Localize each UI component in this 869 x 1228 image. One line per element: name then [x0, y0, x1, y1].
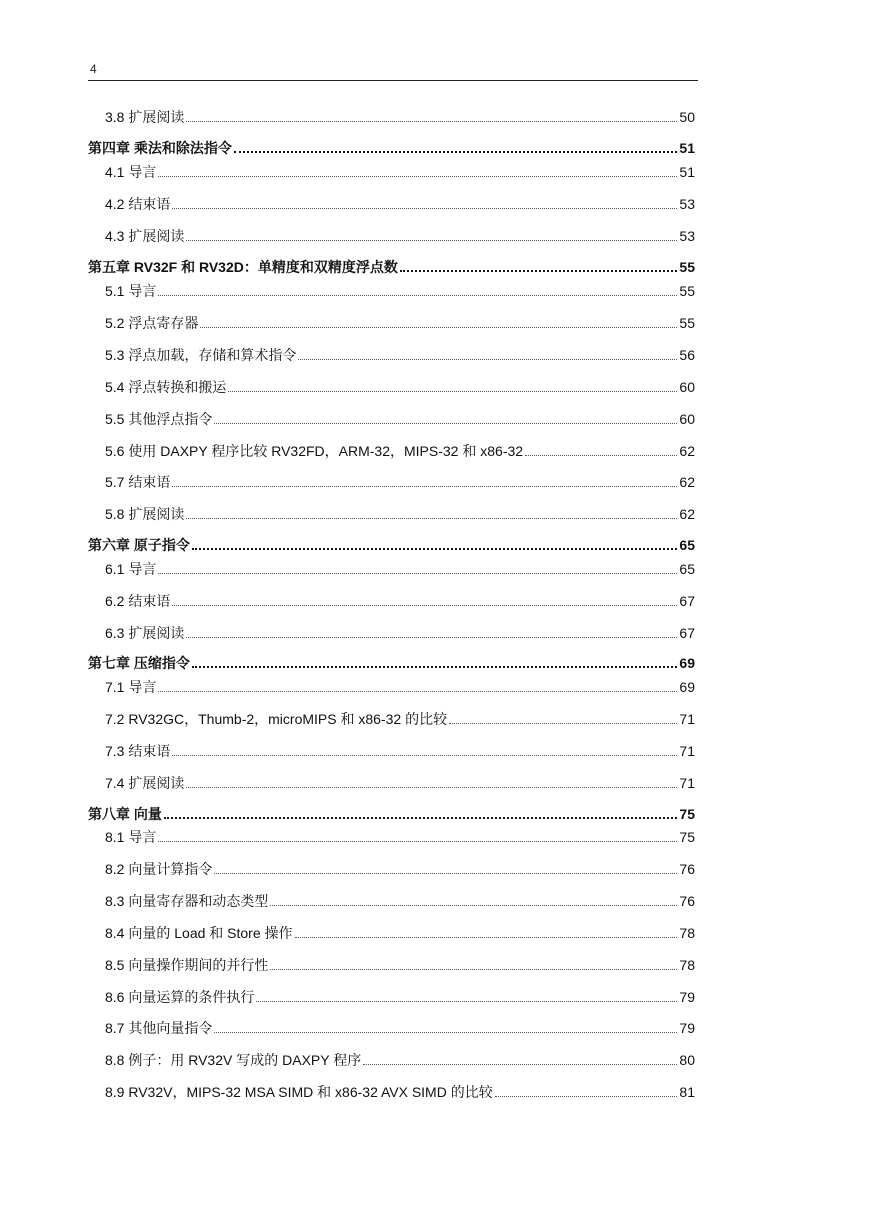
- toc-entry-page: 60: [679, 411, 695, 427]
- toc-section-entry[interactable]: [105, 676, 695, 696]
- toc-entry-title: 5.7 结束语: [105, 474, 171, 490]
- toc-entry-page: 79: [679, 1020, 695, 1036]
- toc-entry-page: 69: [679, 655, 695, 671]
- toc-entry-title: 第八章 向量: [88, 806, 162, 822]
- toc-dot-leader: [400, 270, 678, 272]
- toc-dot-leader: [192, 666, 678, 668]
- toc-section-entry[interactable]: [105, 858, 695, 878]
- toc-chapter-entry[interactable]: [88, 256, 695, 276]
- toc-dot-leader: [186, 240, 677, 241]
- toc-entry-title: 第四章 乘法和除法指令: [88, 140, 232, 156]
- toc-dot-leader: [525, 455, 677, 456]
- toc-entry-title: 5.4 浮点转换和搬运: [105, 379, 227, 395]
- toc-entry-page: 50: [679, 109, 695, 125]
- toc-entry-page: 55: [679, 259, 695, 275]
- toc-entry-page: 75: [679, 806, 695, 822]
- toc-section-entry[interactable]: [105, 344, 695, 364]
- toc-entry-page: 80: [679, 1052, 695, 1068]
- toc-entry-page: 76: [679, 861, 695, 877]
- toc-entry-title: 4.3 扩展阅读: [105, 228, 185, 244]
- toc-entry-page: 53: [679, 228, 695, 244]
- toc-entry-title: 6.3 扩展阅读: [105, 625, 185, 641]
- toc-entry-page: 78: [679, 957, 695, 973]
- toc-entry-page: 65: [679, 561, 695, 577]
- toc-dot-leader: [186, 637, 677, 638]
- toc-dot-leader: [164, 817, 678, 819]
- toc-dot-leader: [158, 691, 677, 692]
- toc-dot-leader: [449, 723, 677, 724]
- toc-entry-title: 5.5 其他浮点指令: [105, 411, 213, 427]
- toc-dot-leader: [158, 573, 677, 574]
- toc-entry-title: 8.4 向量的 Load 和 Store 操作: [105, 925, 293, 941]
- toc-entry-title: 8.5 向量操作期间的并行性: [105, 957, 269, 973]
- toc-section-entry[interactable]: [105, 772, 695, 792]
- toc-section-entry[interactable]: [105, 408, 695, 428]
- toc-entry-title: 3.8 扩展阅读: [105, 109, 185, 125]
- toc-section-entry[interactable]: [105, 740, 695, 760]
- toc-section-entry[interactable]: [105, 622, 695, 642]
- toc-section-entry[interactable]: [105, 440, 695, 460]
- toc-section-entry[interactable]: [105, 471, 695, 491]
- toc-section-entry[interactable]: [105, 590, 695, 610]
- toc-entry-page: 71: [679, 775, 695, 791]
- toc-entry-page: 55: [679, 315, 695, 331]
- toc-entry-title: 8.6 向量运算的条件执行: [105, 989, 255, 1005]
- toc-dot-leader: [158, 176, 677, 177]
- toc-entry-page: 55: [679, 283, 695, 299]
- toc-dot-leader: [363, 1064, 677, 1065]
- toc-section-entry[interactable]: [105, 558, 695, 578]
- toc-section-entry[interactable]: [105, 503, 695, 523]
- toc-section-entry[interactable]: [105, 106, 695, 126]
- toc-section-entry[interactable]: [105, 376, 695, 396]
- toc-entry-page: 56: [679, 347, 695, 363]
- toc-entry-page: 75: [679, 829, 695, 845]
- toc-entry-title: 8.2 向量计算指令: [105, 861, 213, 877]
- toc-entry-page: 62: [679, 443, 695, 459]
- toc-entry-title: 8.7 其他向量指令: [105, 1020, 213, 1036]
- toc-dot-leader: [192, 548, 678, 550]
- toc-dot-leader: [495, 1096, 678, 1097]
- toc-dot-leader: [158, 841, 677, 842]
- toc-entry-title: 7.3 结束语: [105, 743, 171, 759]
- toc-dot-leader: [186, 121, 677, 122]
- toc-dot-leader: [172, 755, 677, 756]
- header-rule: [88, 80, 698, 81]
- toc-entry-title: 7.1 导言: [105, 679, 157, 695]
- toc-entry-title: 第五章 RV32F 和 RV32D：单精度和双精度浮点数: [88, 259, 398, 275]
- toc-dot-leader: [172, 605, 677, 606]
- toc-dot-leader: [200, 327, 677, 328]
- toc-dot-leader: [172, 486, 677, 487]
- toc-dot-leader: [186, 518, 677, 519]
- toc-section-entry[interactable]: [105, 161, 695, 181]
- toc-section-entry[interactable]: [105, 280, 695, 300]
- toc-entry-title: 5.6 使用 DAXPY 程序比较 RV32FD，ARM-32，MIPS-32 和 x86-32: [105, 443, 524, 459]
- toc-entry-page: 53: [679, 196, 695, 212]
- toc-section-entry[interactable]: [105, 312, 695, 332]
- toc-entry-title: 第六章 原子指令: [88, 537, 190, 553]
- toc-entry-page: 79: [679, 989, 695, 1005]
- toc-entry-page: 76: [679, 893, 695, 909]
- toc-chapter-entry[interactable]: [88, 652, 695, 672]
- toc-dot-leader: [256, 1001, 677, 1002]
- toc-entry-page: 51: [679, 164, 695, 180]
- toc-entry-title: 8.3 向量寄存器和动态类型: [105, 893, 269, 909]
- toc-entry-page: 69: [679, 679, 695, 695]
- toc-entry-title: 6.2 结束语: [105, 593, 171, 609]
- toc-dot-leader: [270, 905, 677, 906]
- toc-section-entry[interactable]: [105, 986, 695, 1006]
- toc-entry-title: 5.1 导言: [105, 283, 157, 299]
- toc-dot-leader: [298, 359, 677, 360]
- toc-section-entry[interactable]: [105, 225, 695, 245]
- toc-dot-leader: [270, 969, 677, 970]
- toc-entry-title: 5.3 浮点加载，存储和算术指令: [105, 347, 297, 363]
- toc-section-entry[interactable]: [105, 922, 695, 942]
- toc-dot-leader: [214, 1032, 677, 1033]
- toc-entry-page: 62: [679, 474, 695, 490]
- toc-entry-page: 51: [679, 140, 695, 156]
- toc-section-entry[interactable]: [105, 954, 695, 974]
- page-number: 4: [90, 62, 97, 76]
- toc-section-entry[interactable]: [105, 1049, 695, 1069]
- toc-dot-leader: [214, 873, 677, 874]
- toc-section-entry[interactable]: [105, 826, 695, 846]
- toc-dot-leader: [228, 391, 677, 392]
- toc-dot-leader: [158, 295, 677, 296]
- toc-entry-title: 8.8 例子：用 RV32V 写成的 DAXPY 程序: [105, 1052, 362, 1068]
- toc-entry-title: 7.2 RV32GC，Thumb-2，microMIPS 和 x86-32 的比较: [105, 711, 448, 727]
- toc-entry-title: 6.1 导言: [105, 561, 157, 577]
- toc-entry-page: 78: [679, 925, 695, 941]
- toc-section-entry[interactable]: [105, 1017, 695, 1037]
- toc-section-entry[interactable]: [105, 1081, 695, 1101]
- toc-entry-title: 第七章 压缩指令: [88, 655, 190, 671]
- toc-entry-page: 71: [679, 711, 695, 727]
- toc-entry-title: 5.2 浮点寄存器: [105, 315, 199, 331]
- toc-entry-title: 7.4 扩展阅读: [105, 775, 185, 791]
- toc-entry-title: 8.1 导言: [105, 829, 157, 845]
- toc-section-entry[interactable]: [105, 890, 695, 910]
- toc-dot-leader: [172, 208, 677, 209]
- toc-entry-page: 60: [679, 379, 695, 395]
- toc-entry-page: 67: [679, 625, 695, 641]
- toc-entry-page: 81: [679, 1084, 695, 1100]
- toc-entry-page: 62: [679, 506, 695, 522]
- toc-chapter-entry[interactable]: [88, 137, 695, 157]
- toc-entry-title: 4.1 导言: [105, 164, 157, 180]
- toc-dot-leader: [214, 423, 677, 424]
- toc-dot-leader: [234, 151, 678, 153]
- toc-entry-title: 5.8 扩展阅读: [105, 506, 185, 522]
- toc-section-entry[interactable]: [105, 193, 695, 213]
- toc-chapter-entry[interactable]: [88, 534, 695, 554]
- toc-dot-leader: [186, 787, 677, 788]
- toc-entry-page: 71: [679, 743, 695, 759]
- toc-section-entry[interactable]: [105, 708, 695, 728]
- toc-entry-title: 4.2 结束语: [105, 196, 171, 212]
- toc-entry-title: 8.9 RV32V，MIPS-32 MSA SIMD 和 x86-32 AVX SIMD 的比较: [105, 1084, 493, 1100]
- toc-entry-page: 65: [679, 537, 695, 553]
- toc-chapter-entry[interactable]: [88, 803, 695, 823]
- toc-entry-page: 67: [679, 593, 695, 609]
- toc-dot-leader: [295, 937, 678, 938]
